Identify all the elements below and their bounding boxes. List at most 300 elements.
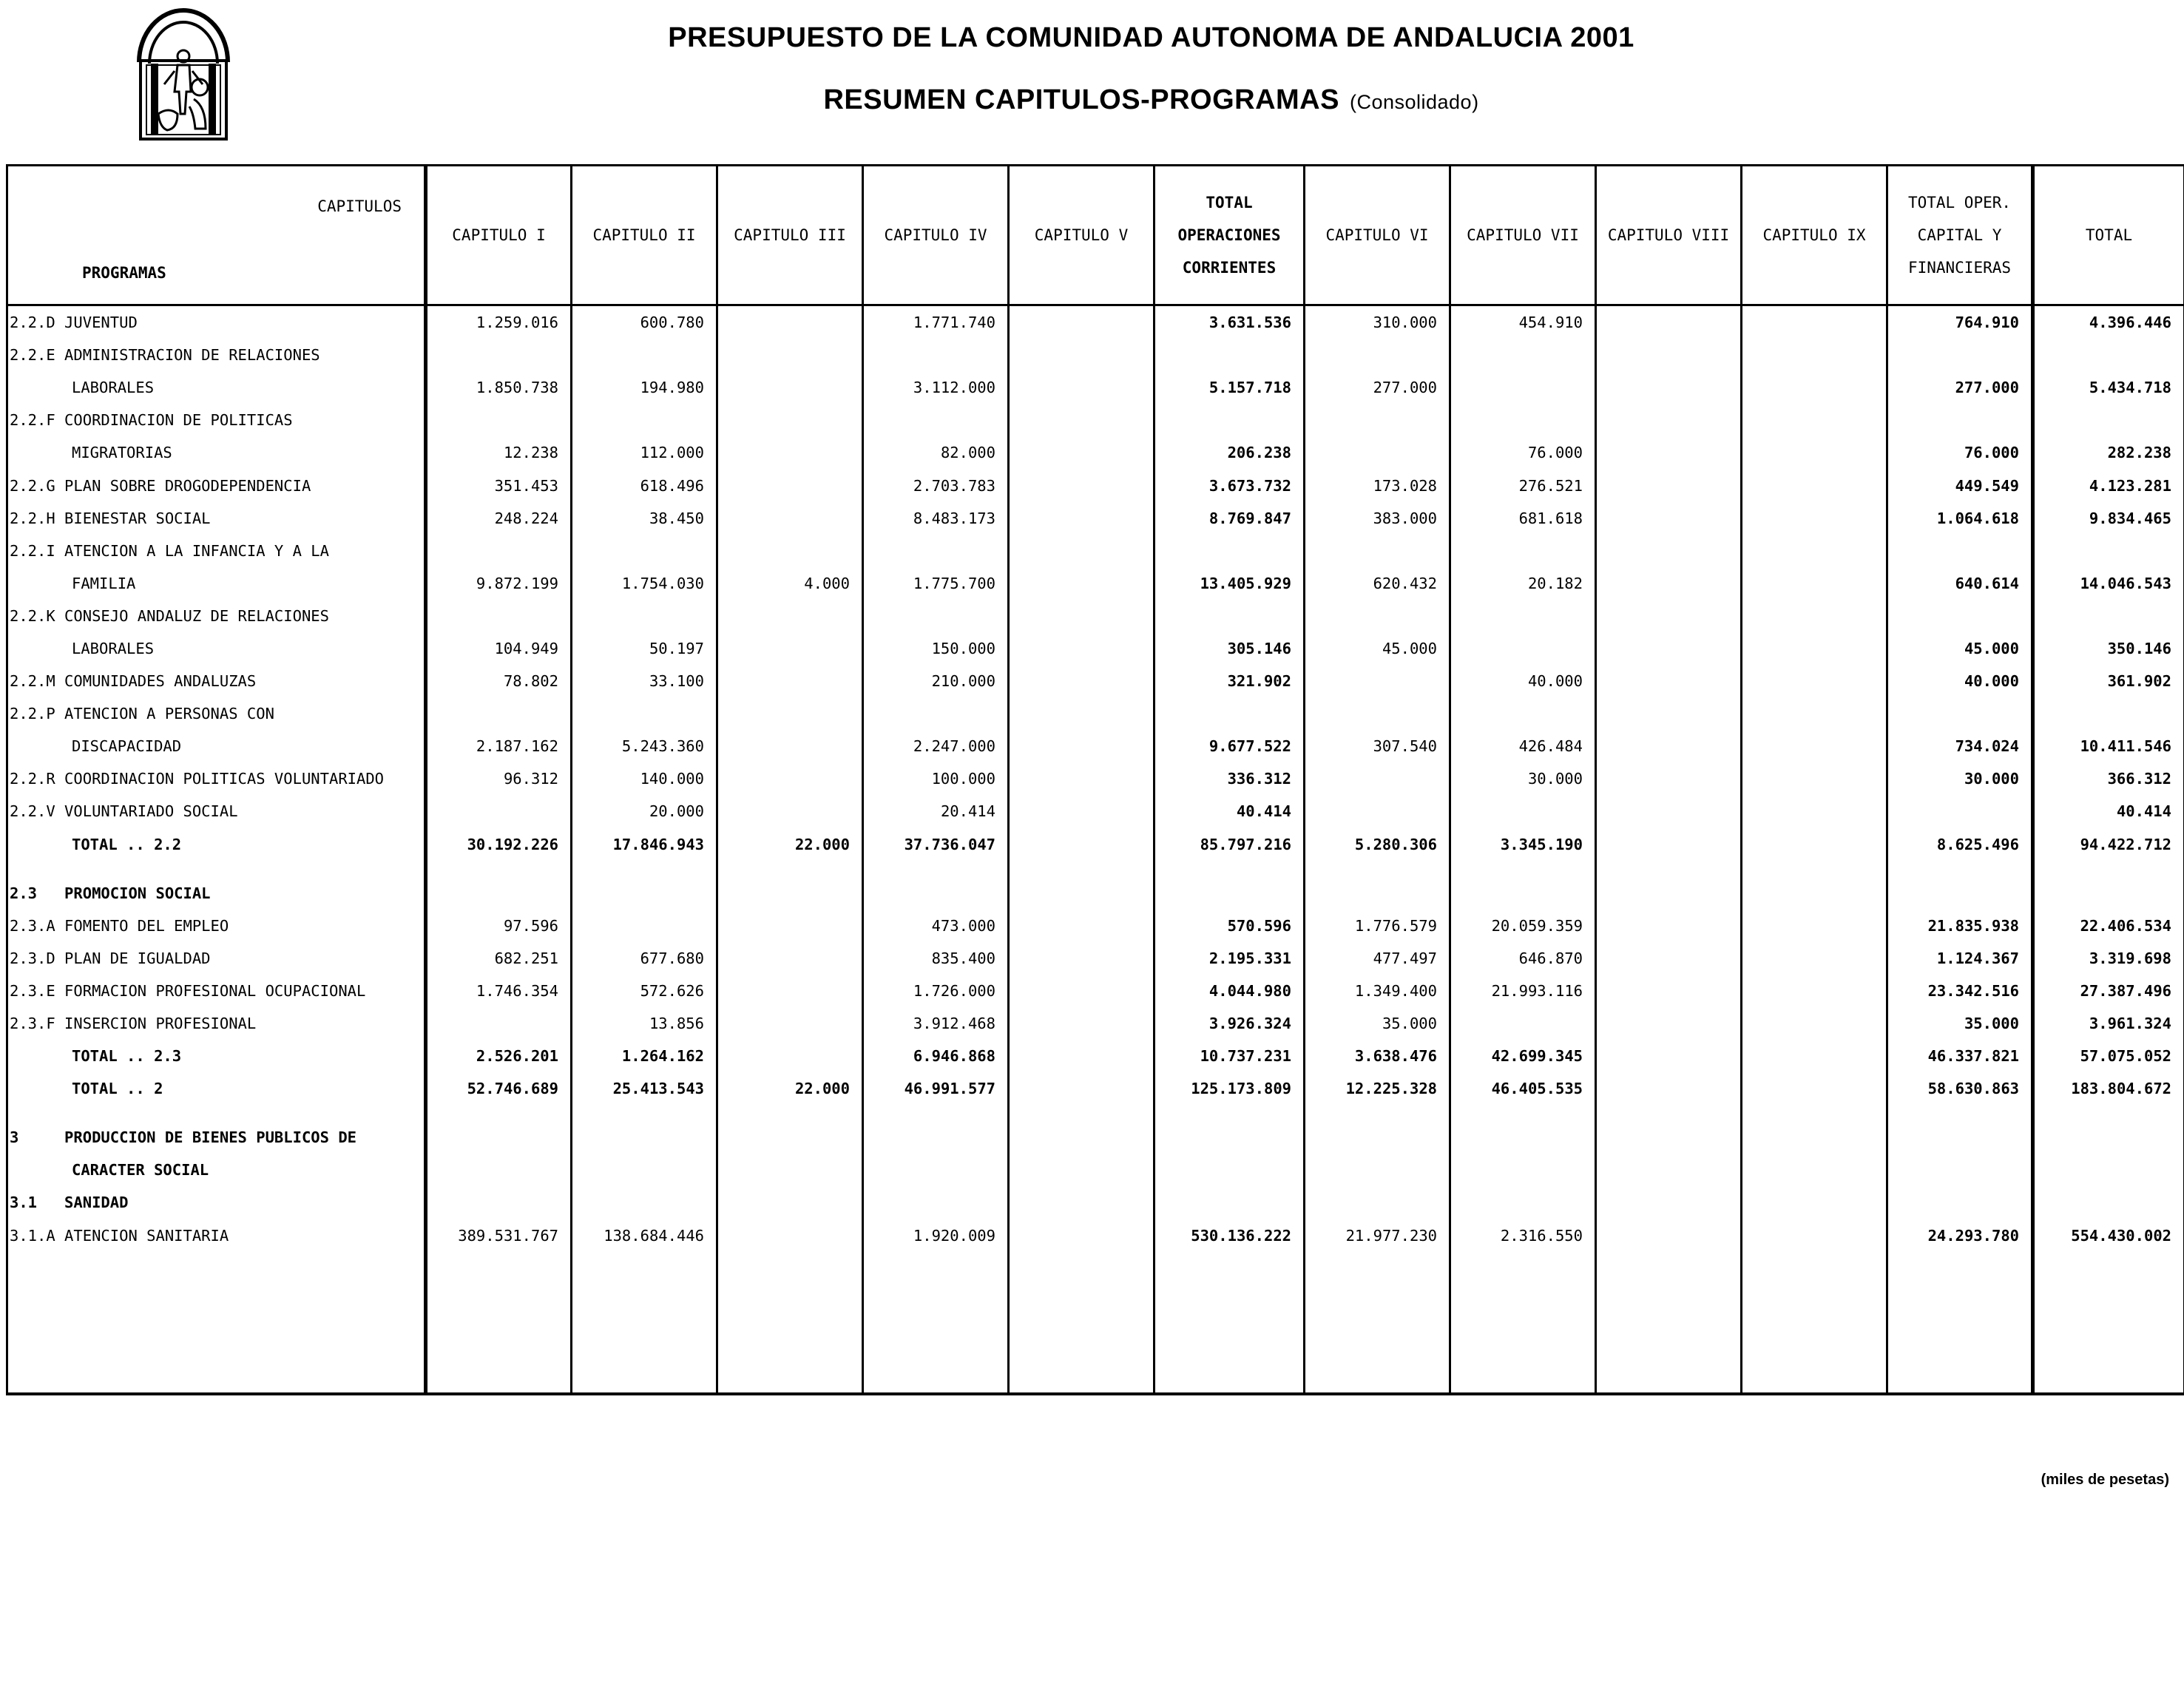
value-cell: 1.259.016	[426, 305, 572, 339]
program-label: CARACTER SOCIAL	[72, 1161, 209, 1179]
value-cell	[1009, 305, 1154, 339]
value-cell: 21.835.938	[1887, 910, 2033, 942]
value-cell	[1305, 762, 1450, 795]
value-cell	[1305, 877, 1450, 910]
subtitle-qualifier: (Consolidado)	[1349, 91, 1479, 113]
value-cell: 78.802	[426, 665, 572, 697]
table-row	[7, 1154, 2184, 1186]
value-cell	[1742, 1072, 1887, 1105]
program-label: 2.3.F INSERCION PROFESIONAL	[10, 1015, 257, 1033]
value-cell: 76.000	[1450, 436, 1596, 469]
empty-cell	[1742, 1105, 1887, 1121]
program-label: 3.1.A ATENCION SANITARIA	[10, 1226, 229, 1245]
value-cell	[1742, 436, 1887, 469]
value-cell	[1596, 795, 1742, 827]
header-total-corr-line-3: CORRIENTES	[1182, 259, 1277, 277]
value-cell: 554.430.002	[2033, 1219, 2184, 1252]
value-cell	[2033, 600, 2184, 632]
value-cell: 1.754.030	[572, 567, 717, 600]
page-subtitle	[0, 84, 2184, 116]
value-cell	[1305, 1121, 1450, 1154]
program-label: 2.2.D JUVENTUD	[10, 314, 138, 332]
program-label: 2.3.E FORMACION PROFESIONAL OCUPACIONAL	[10, 981, 366, 1000]
value-cell: 38.450	[572, 502, 717, 535]
value-cell: 100.000	[863, 762, 1009, 795]
empty-cell	[1009, 861, 1154, 877]
value-cell	[1305, 1186, 1450, 1219]
value-cell	[2033, 404, 2184, 436]
value-cell	[1009, 1121, 1154, 1154]
program-label-cell	[7, 1040, 426, 1072]
value-cell	[1450, 600, 1596, 632]
value-cell	[426, 1007, 572, 1040]
value-cell	[1596, 1007, 1742, 1040]
value-cell	[1596, 1219, 1742, 1252]
value-cell: 46.405.535	[1450, 1072, 1596, 1105]
value-cell: 2.195.331	[1154, 942, 1305, 975]
program-label: 2.2.G PLAN SOBRE DROGODEPENDENCIA	[10, 476, 311, 495]
value-cell	[1009, 1040, 1154, 1072]
value-cell	[1596, 942, 1742, 975]
value-cell	[572, 697, 717, 730]
empty-cell	[2033, 1105, 2184, 1121]
value-cell	[1450, 697, 1596, 730]
spacer-row	[7, 1105, 2184, 1121]
value-cell: 3.926.324	[1154, 1007, 1305, 1040]
table-row	[7, 877, 2184, 910]
table-total-row	[7, 828, 2184, 861]
table-row	[7, 665, 2184, 697]
program-label-cell	[7, 1154, 426, 1186]
table-body	[7, 305, 2184, 1394]
value-cell	[1009, 632, 1154, 665]
value-cell: 2.187.162	[426, 730, 572, 762]
value-cell	[1009, 877, 1154, 910]
value-cell	[1009, 1072, 1154, 1105]
value-cell: 4.000	[717, 567, 863, 600]
value-cell: 9.872.199	[426, 567, 572, 600]
value-cell	[1305, 697, 1450, 730]
value-cell	[1887, 1186, 2033, 1219]
value-cell: 5.434.718	[2033, 371, 2184, 404]
value-cell	[717, 1040, 863, 1072]
value-cell	[1009, 502, 1154, 535]
value-cell: 351.453	[426, 469, 572, 501]
value-cell	[717, 371, 863, 404]
value-cell	[1450, 1186, 1596, 1219]
value-cell: 45.000	[1887, 632, 2033, 665]
value-cell: 42.699.345	[1450, 1040, 1596, 1072]
value-cell	[1596, 1186, 1742, 1219]
program-label-cell	[7, 697, 426, 730]
value-cell	[1154, 600, 1305, 632]
header-programs-capitulos	[7, 166, 426, 305]
value-cell: 58.630.863	[1887, 1072, 2033, 1105]
value-cell: 2.526.201	[426, 1040, 572, 1072]
program-label-cell	[7, 1219, 426, 1252]
value-cell	[1154, 535, 1305, 567]
value-cell	[1009, 535, 1154, 567]
table-row	[7, 339, 2184, 371]
value-cell: 3.912.468	[863, 1007, 1009, 1040]
empty-cell	[1154, 1252, 1305, 1394]
empty-cell	[1887, 1252, 2033, 1394]
value-cell: 173.028	[1305, 469, 1450, 501]
value-cell: 305.146	[1154, 632, 1305, 665]
program-label: 2.2.H BIENESTAR SOCIAL	[10, 509, 211, 527]
value-cell	[1009, 795, 1154, 827]
value-cell: 618.496	[572, 469, 717, 501]
program-label: 3.1 SANIDAD	[10, 1194, 129, 1212]
value-cell: 389.531.767	[426, 1219, 572, 1252]
program-label: TOTAL .. 2.2	[72, 835, 182, 853]
value-cell: 600.780	[572, 305, 717, 339]
value-cell	[1009, 339, 1154, 371]
value-cell: 45.000	[1305, 632, 1450, 665]
value-cell	[1305, 600, 1450, 632]
value-cell: 46.991.577	[863, 1072, 1009, 1105]
empty-cell	[1450, 861, 1596, 877]
value-cell	[1742, 665, 1887, 697]
value-cell: 5.157.718	[1154, 371, 1305, 404]
value-cell: 426.484	[1450, 730, 1596, 762]
value-cell	[1305, 436, 1450, 469]
value-cell: 46.337.821	[1887, 1040, 2033, 1072]
value-cell	[717, 1121, 863, 1154]
value-cell	[426, 877, 572, 910]
program-label: 2.2.P ATENCION A PERSONAS CON	[10, 705, 274, 723]
header-col-capitulo-iii: CAPITULO III	[717, 166, 863, 305]
value-cell: 1.746.354	[426, 975, 572, 1007]
header-total-corr-line-1: TOTAL	[1206, 194, 1253, 211]
value-cell	[1742, 730, 1887, 762]
empty-cell	[2033, 861, 2184, 877]
value-cell	[1596, 339, 1742, 371]
value-cell: 677.680	[572, 942, 717, 975]
value-cell: 9.677.522	[1154, 730, 1305, 762]
value-cell	[717, 665, 863, 697]
value-cell: 20.414	[863, 795, 1009, 827]
value-cell	[863, 600, 1009, 632]
program-label: 2.2.V VOLUNTARIADO SOCIAL	[10, 802, 238, 821]
program-label-cell	[7, 371, 426, 404]
empty-cell	[1154, 861, 1305, 877]
value-cell: 37.736.047	[863, 828, 1009, 861]
value-cell: 620.432	[1305, 567, 1450, 600]
value-cell	[1154, 877, 1305, 910]
value-cell	[1596, 305, 1742, 339]
header-col-total-oper-capital-financieras	[1887, 166, 2033, 305]
value-cell: 33.100	[572, 665, 717, 697]
header-col-capitulo-ix: CAPITULO IX	[1742, 166, 1887, 305]
table-row	[7, 1007, 2184, 1040]
empty-cell	[7, 1105, 426, 1121]
value-cell: 17.846.943	[572, 828, 717, 861]
empty-cell	[1305, 1252, 1450, 1394]
value-cell: 734.024	[1887, 730, 2033, 762]
empty-cell	[863, 1252, 1009, 1394]
value-cell	[1009, 1154, 1154, 1186]
program-label-cell	[7, 632, 426, 665]
value-cell: 681.618	[1450, 502, 1596, 535]
value-cell: 96.312	[426, 762, 572, 795]
value-cell	[572, 1154, 717, 1186]
value-cell: 30.000	[1887, 762, 2033, 795]
value-cell	[1596, 975, 1742, 1007]
value-cell	[1742, 877, 1887, 910]
value-cell	[426, 1121, 572, 1154]
header-col-capitulo-vii: CAPITULO VII	[1450, 166, 1596, 305]
value-cell: 150.000	[863, 632, 1009, 665]
empty-cell	[717, 1252, 863, 1394]
value-cell	[426, 600, 572, 632]
value-cell	[1450, 404, 1596, 436]
value-cell: 277.000	[1305, 371, 1450, 404]
value-cell	[1742, 404, 1887, 436]
header-total-cap-line-1: TOTAL OPER.	[1907, 194, 2012, 211]
empty-cell	[863, 1105, 1009, 1121]
table-row	[7, 762, 2184, 795]
value-cell	[863, 535, 1009, 567]
empty-cell	[1596, 861, 1742, 877]
value-cell: 25.413.543	[572, 1072, 717, 1105]
value-cell	[1450, 1007, 1596, 1040]
value-cell	[1742, 910, 1887, 942]
value-cell	[1009, 828, 1154, 861]
program-label-cell	[7, 910, 426, 942]
program-label: 2.3 PROMOCION SOCIAL	[10, 884, 211, 902]
value-cell	[1009, 436, 1154, 469]
value-cell: 477.497	[1305, 942, 1450, 975]
empty-cell	[7, 861, 426, 877]
value-cell	[717, 697, 863, 730]
header-col-capitulo-vi: CAPITULO VI	[1305, 166, 1450, 305]
value-cell: 138.684.446	[572, 1219, 717, 1252]
value-cell: 35.000	[1305, 1007, 1450, 1040]
value-cell	[717, 910, 863, 942]
value-cell	[863, 877, 1009, 910]
program-label: LABORALES	[72, 379, 155, 397]
table-row	[7, 697, 2184, 730]
header-col-total: TOTAL	[2033, 166, 2184, 305]
value-cell	[1596, 404, 1742, 436]
value-cell	[1450, 1154, 1596, 1186]
value-cell: 3.961.324	[2033, 1007, 2184, 1040]
table-row	[7, 1219, 2184, 1252]
value-cell	[1009, 665, 1154, 697]
value-cell: 336.312	[1154, 762, 1305, 795]
value-cell	[1154, 1186, 1305, 1219]
table-row	[7, 975, 2184, 1007]
budget-summary-table	[6, 164, 2184, 1395]
program-label-cell	[7, 730, 426, 762]
value-cell	[426, 1186, 572, 1219]
value-cell	[1450, 371, 1596, 404]
subtitle-text: RESUMEN CAPITULOS-PROGRAMAS	[823, 84, 1339, 115]
value-cell	[1596, 828, 1742, 861]
program-label: FAMILIA	[72, 574, 136, 592]
value-cell	[1596, 762, 1742, 795]
table-row	[7, 305, 2184, 339]
value-cell: 530.136.222	[1154, 1219, 1305, 1252]
program-label-cell	[7, 1186, 426, 1219]
value-cell	[1596, 1154, 1742, 1186]
value-cell	[1742, 1040, 1887, 1072]
value-cell	[717, 1219, 863, 1252]
empty-cell	[572, 1105, 717, 1121]
value-cell: 183.804.672	[2033, 1072, 2184, 1105]
table-total-row	[7, 1040, 2184, 1072]
value-cell: 383.000	[1305, 502, 1450, 535]
value-cell	[717, 404, 863, 436]
program-label-cell	[7, 1072, 426, 1105]
value-cell	[1596, 436, 1742, 469]
header-col-capitulo-viii: CAPITULO VIII	[1596, 166, 1742, 305]
value-cell: 6.946.868	[863, 1040, 1009, 1072]
value-cell: 206.238	[1154, 436, 1305, 469]
empty-cell	[1742, 1252, 1887, 1394]
value-cell: 3.631.536	[1154, 305, 1305, 339]
value-cell	[1742, 1154, 1887, 1186]
value-cell	[1154, 339, 1305, 371]
empty-cell	[2033, 1252, 2184, 1394]
value-cell	[1742, 795, 1887, 827]
value-cell	[2033, 1154, 2184, 1186]
table-row	[7, 436, 2184, 469]
value-cell: 22.000	[717, 828, 863, 861]
value-cell	[1742, 697, 1887, 730]
value-cell	[717, 1186, 863, 1219]
value-cell	[1596, 1121, 1742, 1154]
program-label: 2.3.D PLAN DE IGUALDAD	[10, 949, 211, 967]
value-cell	[1305, 339, 1450, 371]
value-cell	[1596, 1072, 1742, 1105]
value-cell: 4.396.446	[2033, 305, 2184, 339]
value-cell	[1596, 910, 1742, 942]
value-cell	[2033, 697, 2184, 730]
value-cell	[717, 795, 863, 827]
value-cell: 10.737.231	[1154, 1040, 1305, 1072]
header-col-capitulo-ii: CAPITULO II	[572, 166, 717, 305]
empty-cell	[1305, 1105, 1450, 1121]
value-cell: 12.225.328	[1305, 1072, 1450, 1105]
value-cell	[1887, 1121, 2033, 1154]
value-cell: 361.902	[2033, 665, 2184, 697]
value-cell: 277.000	[1887, 371, 2033, 404]
header-total-cap-line-2: CAPITAL Y	[1917, 226, 2002, 244]
program-label: 2.2.R COORDINACION POLITICAS VOLUNTARIADO	[10, 770, 385, 788]
value-cell	[1450, 339, 1596, 371]
value-cell: 350.146	[2033, 632, 2184, 665]
value-cell: 248.224	[426, 502, 572, 535]
value-cell	[1305, 795, 1450, 827]
value-cell	[1742, 942, 1887, 975]
value-cell	[1742, 305, 1887, 339]
value-cell	[1450, 1121, 1596, 1154]
value-cell	[717, 339, 863, 371]
value-cell	[1009, 730, 1154, 762]
value-cell: 682.251	[426, 942, 572, 975]
value-cell	[1596, 665, 1742, 697]
value-cell: 30.192.226	[426, 828, 572, 861]
header-total-cap-line-3: FINANCIERAS	[1907, 259, 2012, 277]
header-col-capitulo-v: CAPITULO V	[1009, 166, 1154, 305]
value-cell	[572, 877, 717, 910]
value-cell	[1742, 535, 1887, 567]
table-row	[7, 910, 2184, 942]
value-cell: 210.000	[863, 665, 1009, 697]
value-cell	[2033, 1186, 2184, 1219]
value-cell	[863, 1154, 1009, 1186]
table-row	[7, 404, 2184, 436]
value-cell	[572, 535, 717, 567]
value-cell: 310.000	[1305, 305, 1450, 339]
value-cell: 125.173.809	[1154, 1072, 1305, 1105]
program-label-cell	[7, 567, 426, 600]
value-cell	[1742, 339, 1887, 371]
table-bottom-filler-row	[7, 1252, 2184, 1394]
value-cell	[572, 600, 717, 632]
value-cell: 85.797.216	[1154, 828, 1305, 861]
value-cell	[717, 975, 863, 1007]
value-cell: 764.910	[1887, 305, 2033, 339]
value-cell	[1596, 469, 1742, 501]
value-cell	[2033, 535, 2184, 567]
value-cell: 454.910	[1450, 305, 1596, 339]
value-cell: 1.776.579	[1305, 910, 1450, 942]
value-cell	[717, 762, 863, 795]
value-cell	[1009, 942, 1154, 975]
table-row	[7, 1186, 2184, 1219]
value-cell	[1742, 1186, 1887, 1219]
header-capitulos-label: CAPITULOS	[317, 197, 402, 215]
value-cell: 3.319.698	[2033, 942, 2184, 975]
value-cell	[1154, 697, 1305, 730]
table-row	[7, 567, 2184, 600]
value-cell: 640.614	[1887, 567, 2033, 600]
value-cell	[1009, 762, 1154, 795]
value-cell: 97.596	[426, 910, 572, 942]
empty-cell	[1887, 1105, 2033, 1121]
value-cell	[572, 404, 717, 436]
empty-cell	[426, 861, 572, 877]
page-title: PRESUPUESTO DE LA COMUNIDAD AUTONOMA DE ANDALUCIA 2001	[668, 22, 1634, 53]
value-cell	[1742, 502, 1887, 535]
spacer-row	[7, 861, 2184, 877]
empty-cell	[572, 861, 717, 877]
value-cell: 40.414	[2033, 795, 2184, 827]
empty-cell	[1009, 1105, 1154, 1121]
header-programas-label: PROGRAMAS	[82, 264, 166, 282]
value-cell: 13.856	[572, 1007, 717, 1040]
value-cell	[426, 1154, 572, 1186]
empty-cell	[1742, 861, 1887, 877]
value-cell	[1742, 567, 1887, 600]
value-cell: 8.483.173	[863, 502, 1009, 535]
value-cell	[1596, 697, 1742, 730]
value-cell: 2.316.550	[1450, 1219, 1596, 1252]
value-cell	[1596, 730, 1742, 762]
value-cell	[2033, 1121, 2184, 1154]
value-cell	[1009, 975, 1154, 1007]
value-cell	[1887, 1154, 2033, 1186]
value-cell: 40.000	[1450, 665, 1596, 697]
value-cell	[1742, 632, 1887, 665]
value-cell: 366.312	[2033, 762, 2184, 795]
value-cell: 1.726.000	[863, 975, 1009, 1007]
program-label: 2.2.K CONSEJO ANDALUZ DE RELACIONES	[10, 606, 329, 625]
program-label-cell	[7, 877, 426, 910]
